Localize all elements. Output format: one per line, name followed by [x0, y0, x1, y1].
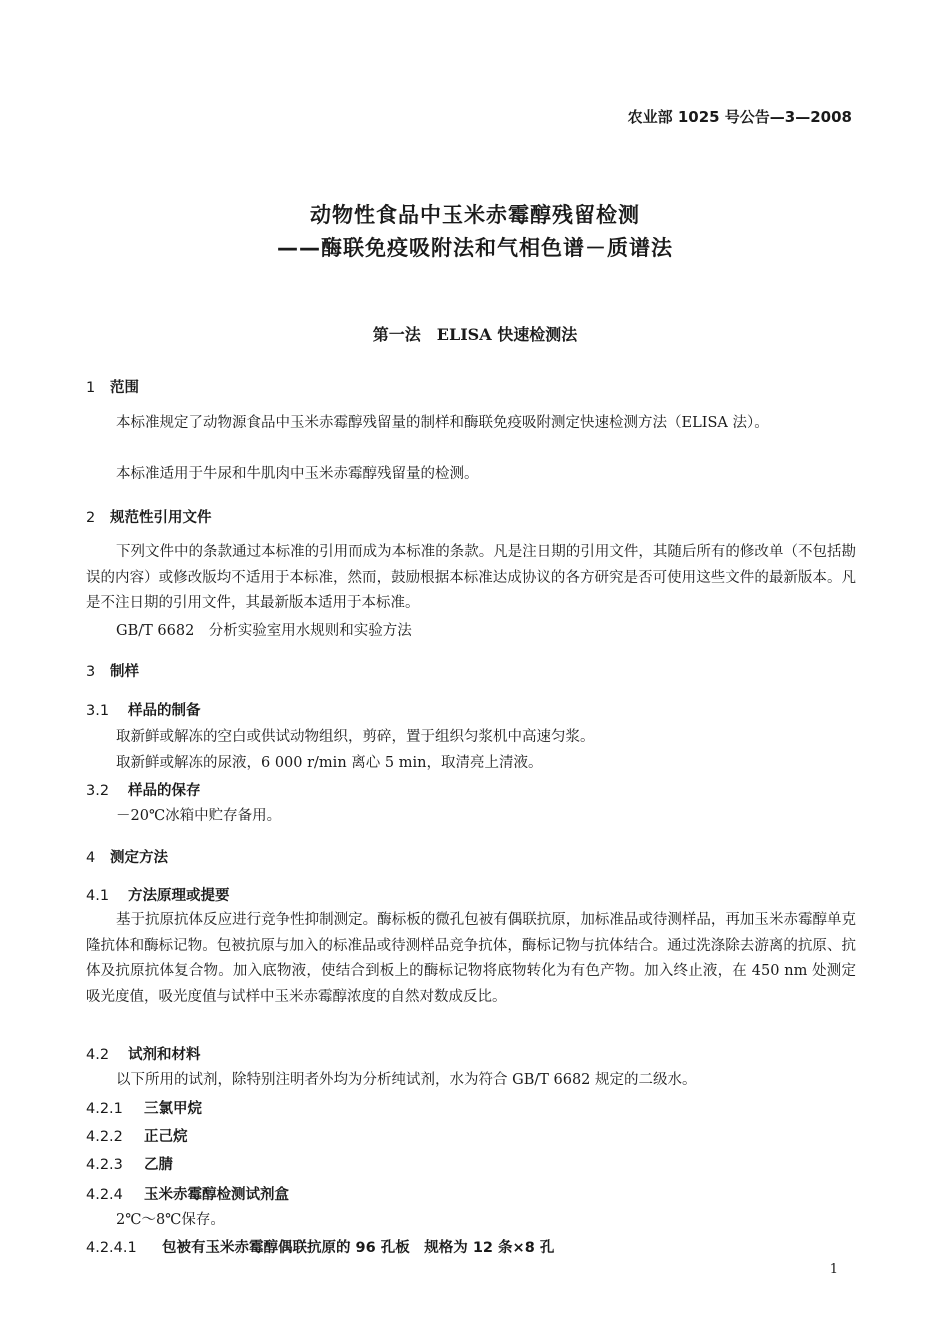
- section-4-1-paragraph-1: 基于抗原抗体反应进行竞争性抑制测定。酶标板的微孔包被有偶联抗原，加标准品或待测样品，再加玉米赤霉醇单克隆抗体和酶标记物。包被抗原与加入的标准品或待测样品竞争抗体，酶标记物与抗体结合。通过洗涤除去游离的抗原、抗体及抗原抗体复合物。加入底物液，使结合到板上的酶标记物将底物转化为有色产物。加入终止液，在 450 nm 处测定吸光度值，吸光度值与试样中玉米赤霉醇浓度的自然对数成反比。: [86, 912, 856, 1005]
- document-code: 农业部 1025 号公告—3—2008: [627, 108, 852, 126]
- section-4-2-4-1-heading: 4.2.4.1 包被有玉米赤霉醇偶联抗原的 96 孔板 规格为 12 条×8 孔: [86, 1240, 555, 1256]
- section-4-2-4-heading: 4.2.4 玉米赤霉醇检测试剂盒: [86, 1187, 289, 1203]
- page-number: 1: [829, 1262, 838, 1277]
- section-3-2-paragraph-1: －20℃冰箱中贮存备用。: [116, 808, 282, 824]
- section-1-paragraph-1: 本标准规定了动物源食品中玉米赤霉醇残留量的制样和酶联免疫吸附测定快速检测方法（ELISA 法）。: [116, 415, 769, 431]
- document-title-line-1: 动物性食品中玉米赤霉醇残留检测: [310, 203, 640, 227]
- section-3-1-heading: 3.1 样品的制备: [86, 703, 201, 719]
- section-4-2-1-heading: 4.2.1 三氯甲烷: [86, 1101, 202, 1117]
- section-4-heading: 4 测定方法: [86, 850, 168, 866]
- section-3-1-paragraph-1: 取新鲜或解冻的空白或供试动物组织，剪碎，置于组织匀浆机中高速匀浆。: [116, 729, 595, 745]
- section-4-2-heading: 4.2 试剂和材料: [86, 1047, 201, 1063]
- section-4-1-heading: 4.1 方法原理或提要: [86, 888, 230, 904]
- document-title-line-2: ——酶联免疫吸附法和气相色谱－质谱法: [277, 236, 673, 260]
- section-3-heading: 3 制样: [86, 664, 139, 680]
- section-4-2-2-heading: 4.2.2 正己烷: [86, 1129, 188, 1145]
- section-2-paragraph-1: 下列文件中的条款通过本标准的引用而成为本标准的条款。凡是注日期的引用文件，其随后所有的修改单（不包括勘误的内容）或修改版均不适用于本标准，然而，鼓励根据本标准达成协议的各方研究是否可使用这些文件的最新版本。凡是不注日期的引用文件，其最新版本适用于本标准。: [86, 544, 856, 611]
- section-4-2-4-note: 2℃～8℃保存。: [116, 1212, 225, 1228]
- section-2-reference: GB/T 6682 分析实验室用水规则和实验方法: [116, 623, 412, 639]
- section-4-2-3-heading: 4.2.3 乙腈: [86, 1157, 173, 1173]
- section-4-2-paragraph-1: 以下所用的试剂，除特别注明者外均为分析纯试剂，水为符合 GB/T 6682 规定的二级水。: [116, 1072, 697, 1088]
- section-3-1-paragraph-2: 取新鲜或解冻的尿液，6 000 r/min 离心 5 min，取清亮上清液。: [116, 755, 543, 771]
- method-title: 第一法 ELISA 快速检测法: [372, 325, 578, 344]
- section-1-paragraph-2: 本标准适用于牛尿和牛肌肉中玉米赤霉醇残留量的检测。: [116, 466, 479, 482]
- section-2-heading: 2 规范性引用文件: [86, 510, 212, 526]
- section-1-heading: 1 范围: [86, 380, 139, 396]
- section-3-2-heading: 3.2 样品的保存: [86, 783, 201, 799]
